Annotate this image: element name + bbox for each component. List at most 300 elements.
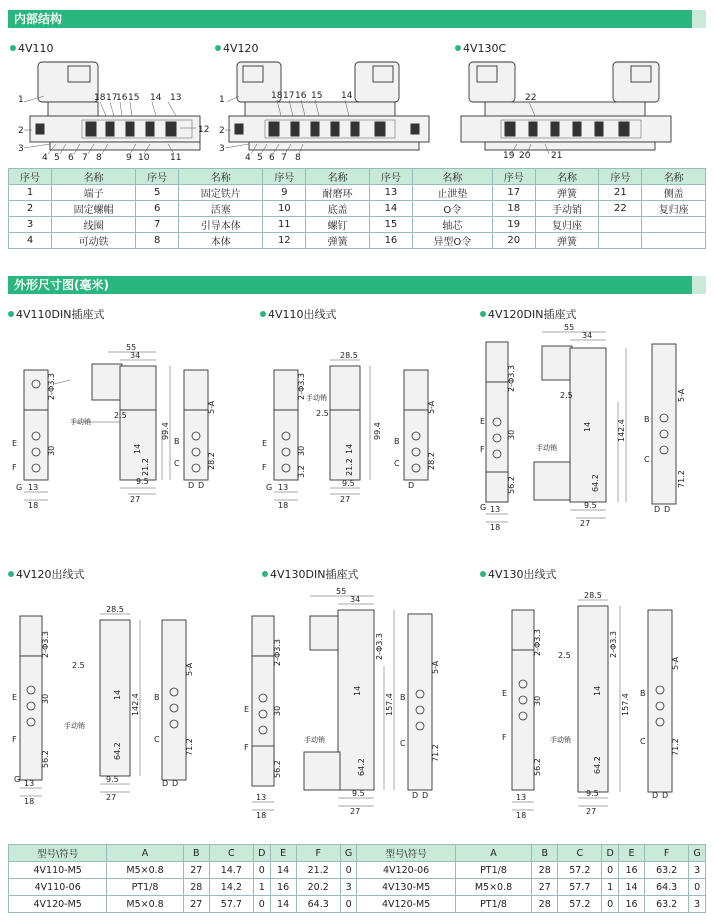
dimension-label: 34 [350,595,361,604]
table-cell: 28 [532,896,558,913]
table-cell: 4V120-M5 [9,896,107,913]
callout: 4 [42,153,48,163]
callout: 5 [54,153,60,163]
dimension-label: 157.4 [385,693,394,716]
parts-table [8,168,706,249]
table-cell: 4V120-M5 [357,896,455,913]
table-cell: 引导本体 [179,217,263,233]
table-cell: 18 [492,201,535,217]
dimension-label: D [664,505,671,514]
view-title-4v120-wire [8,566,85,582]
table-cell: 可动铁 [52,233,136,249]
dimension-label: 14 [583,421,592,432]
table-cell: 3 [689,862,706,879]
section-title-structure: 内部结构 [14,12,63,26]
dimension-label: B [154,693,160,702]
table-cell: 19 [492,217,535,233]
dimension-label: B [174,437,180,446]
dimension-label: D [412,791,419,800]
table-cell: 螺钉 [306,217,370,233]
header-cell: E [618,845,644,862]
cross-section-4v120 [215,58,445,164]
callout: 11 [170,153,182,163]
dimension-label: 13 [256,793,267,802]
cross-section-4v110 [10,58,210,164]
dimension-label: 9.5 [342,479,355,488]
dimension-label: B [394,437,400,446]
header-cell: 序号 [599,169,642,185]
table-cell: 轴芯 [412,217,492,233]
table-cell: 弹簧 [535,185,599,201]
table-cell: 端子 [52,185,136,201]
dimension-label: 9.5 [584,501,597,510]
table-cell: 16 [270,879,296,896]
dimension-label: 手动销 [306,394,327,402]
header-cell: 名称 [412,169,492,185]
callout: 14 [150,93,162,103]
header-cell: B [532,845,558,862]
dimension-label: 14 [353,685,362,696]
dimension-label: 14 [593,685,602,696]
dimension-label: 28.5 [106,605,124,614]
dimension-label: 56.2 [41,750,50,768]
structure-label-4v130c [455,42,506,55]
table-cell: 0 [253,862,270,879]
dimension-label: F [262,463,267,472]
dimension-label: 4V110DIN插座式 [16,308,105,321]
header-cell: 名称 [535,169,599,185]
table-cell: 0 [253,896,270,913]
structure-label-4v120 [215,42,259,55]
table-cell: 0 [689,879,706,896]
table-cell: 固定铁片 [179,185,263,201]
table-cell: 17 [492,185,535,201]
table-cell: 57.2 [558,862,602,879]
header-cell: 序号 [136,169,179,185]
table-row [9,201,706,217]
dimension-label: C [400,739,406,748]
dimension-label: 手动销 [536,444,557,452]
dimension-label: 55 [126,343,137,352]
callout: 7 [82,153,88,163]
dimension-label: 27 [340,495,351,504]
callout: 8 [96,153,102,163]
table-cell: 14.2 [209,879,253,896]
table-cell: 3 [9,217,52,233]
table-cell: 侧盖 [642,185,706,201]
header-cell: G [340,845,357,862]
table-row [9,233,706,249]
callout: 9 [126,153,132,163]
dimension-label: 30 [297,445,306,456]
table-row [9,862,706,879]
table-cell: 27 [532,879,558,896]
dimension-label: F [480,445,485,454]
dimension-label: 157.4 [621,693,630,716]
header-cell: A [455,845,531,862]
dimension-label: 28.5 [584,591,602,600]
table-cell: 11 [263,217,306,233]
dimension-label: 99.4 [373,422,382,440]
dimension-label: 27 [350,807,361,816]
table-cell: 15 [369,217,412,233]
dimension-label: 2-Φ3.3 [41,631,50,658]
dimension-label: 4V130C [463,42,507,55]
dimension-label: 64.2 [591,474,600,492]
table-cell: 底盖 [306,201,370,217]
table-cell: 活塞 [179,201,263,217]
callout: 4 [245,153,251,163]
callout: 16 [295,91,307,101]
dimension-label: 18 [28,501,39,510]
table-cell: 21.2 [296,862,340,879]
callout: 15 [311,91,323,101]
dimension-label: 56.2 [273,760,282,778]
header-cell: D [253,845,270,862]
table-cell: 7 [136,217,179,233]
dimension-label: B [640,689,646,698]
table-cell: 28 [183,879,209,896]
table-cell: 0 [340,896,357,913]
table-cell: 8 [136,233,179,249]
dimension-label: 28.2 [207,452,216,470]
header-cell: 序号 [9,169,52,185]
dimension-label: D [422,791,429,800]
table-cell [599,217,642,233]
dimension-label: 13 [24,779,35,788]
parts-table-header [9,169,706,185]
callout: 12 [198,125,210,135]
dimension-label: 64.2 [357,758,366,776]
callout: 20 [519,151,531,161]
header-cell: 名称 [179,169,263,185]
table-cell: 14 [270,896,296,913]
dimension-label: D [662,791,669,800]
structure-label-4v110 [10,42,54,55]
header-cell: 名称 [642,169,706,185]
bullet-dot-icon [480,311,486,317]
table-cell: 14 [369,201,412,217]
table-cell: 复归座 [642,201,706,217]
dimension-label: F [12,463,17,472]
dimension-label: 4V120出线式 [16,568,85,581]
table-cell: 16 [369,233,412,249]
table-cell: 1 [9,185,52,201]
dimension-label: 14 [345,443,354,454]
header-cell: G [689,845,706,862]
callout: 6 [269,153,275,163]
dimension-label: B [644,415,650,424]
table-cell: 4V110-06 [9,879,107,896]
dimension-label: 21.2 [141,458,150,476]
header-cell: 序号 [492,169,535,185]
table-cell: 异型O令 [412,233,492,249]
dimension-label: C [394,459,400,468]
table-cell: 14 [618,879,644,896]
table-cell: PT1/8 [455,862,531,879]
table-cell: 0 [340,862,357,879]
bullet-dot-icon [260,311,266,317]
callout: 19 [503,151,515,161]
header-cell: 型号\符号 [357,845,455,862]
table-cell: PT1/8 [107,879,183,896]
dimension-label: 2.5 [560,391,573,400]
callout: 15 [128,93,140,103]
dimension-label: 30 [41,693,50,704]
bullet-dot-icon [8,311,14,317]
callout: 10 [138,153,150,163]
table-cell: 本体 [179,233,263,249]
dimension-label: G [14,775,21,784]
table-cell: 4 [9,233,52,249]
dimension-label: 4V120DIN插座式 [488,308,577,321]
view-title-4v120-din [480,306,576,322]
callout: 3 [18,144,24,154]
dimension-label: 4V130DIN插座式 [270,568,359,581]
table-cell [599,233,642,249]
table-row [9,879,706,896]
dimension-label: E [480,417,486,426]
table-cell: 57.2 [558,896,602,913]
dimension-label: F [12,735,17,744]
callout: 18 [271,91,283,101]
view-title-4v110-wire [260,306,337,322]
dimension-label: 71.2 [671,738,680,756]
view-title-4v110-din [8,306,104,322]
header-cell: E [270,845,296,862]
header-cell: B [183,845,209,862]
callout: 16 [116,93,128,103]
table-cell: 20.2 [296,879,340,896]
callout: 7 [281,153,287,163]
table-cell: 5 [136,185,179,201]
dimension-label: 13 [278,483,289,492]
dimension-label: 2.5 [558,651,571,660]
dimension-label: C [644,455,650,464]
header-cell: C [209,845,253,862]
table-cell: 0 [602,862,619,879]
table-cell: 10 [263,201,306,217]
drawing-4v110-din [10,340,240,510]
dimension-label: D [198,481,205,490]
dimension-label: 142.4 [131,693,140,716]
table-row [9,185,706,201]
dimension-label: F [502,733,507,742]
table-cell: 9 [263,185,306,201]
dimension-label: 99.4 [161,422,170,440]
dimension-label: 2-Φ3.3 [375,633,384,660]
table-cell: 2 [9,201,52,217]
dimension-label: 55 [564,323,575,332]
dimension-label: D [172,779,179,788]
table-cell: O令 [412,201,492,217]
header-cell: 序号 [369,169,412,185]
dimension-label: 56.2 [507,476,516,494]
dimension-label: 手动销 [70,418,91,426]
table-cell: 6 [136,201,179,217]
table-cell: M5×0.8 [107,896,183,913]
dimension-label: 手动销 [550,736,571,744]
callout: 17 [106,93,118,103]
table-cell: 3 [340,879,357,896]
dimension-label: 5-A [207,400,216,414]
dimension-label: B [400,693,406,702]
header-cell: 名称 [306,169,370,185]
dimension-label: C [640,737,646,746]
dimension-label: 71.2 [431,744,440,762]
dimension-table-header [9,845,706,862]
table-cell: 20 [492,233,535,249]
bullet-dot-icon [455,45,461,51]
drawing-4v120-din [480,322,710,532]
table-cell: 57.7 [558,879,602,896]
table-cell [642,233,706,249]
dimension-label: 2-Φ3.3 [609,631,618,658]
section-bar-accent [692,10,706,28]
dimension-label: E [262,439,268,448]
header-cell: A [107,845,183,862]
view-title-4v130-wire [480,566,557,582]
dimension-label: 28.2 [427,452,436,470]
bullet-dot-icon [10,45,16,51]
dimension-label: 手动销 [304,736,325,744]
bullet-dot-icon [8,571,14,577]
dimension-label: 18 [516,811,527,820]
bullet-dot-icon [480,571,486,577]
dimension-label: 27 [580,519,591,528]
dimension-label: 2.5 [72,661,85,670]
dimension-label: 56.2 [533,758,542,776]
dimension-label: 9.5 [586,789,599,798]
dimension-label: 34 [130,351,141,360]
header-cell: C [558,845,602,862]
table-cell: 14.7 [209,862,253,879]
dimension-label: D [652,791,659,800]
dimension-label: 27 [586,807,597,816]
callout: 22 [525,93,537,103]
callout: 1 [18,95,24,105]
dimension-label: 2-Φ3.3 [297,373,306,400]
dimension-label: E [502,689,508,698]
dimension-label: 13 [490,505,501,514]
table-cell: 27 [183,862,209,879]
callout: 2 [219,126,225,136]
dimension-label: 27 [106,793,117,802]
dimension-label: 2.5 [316,409,329,418]
callout: 3 [219,144,225,154]
table-cell: 4V120-06 [357,862,455,879]
dimension-label: D [654,505,661,514]
dimension-label: 71.2 [185,738,194,756]
dimension-label: F [244,743,249,752]
table-cell: 1 [253,879,270,896]
dimension-label: 13 [28,483,39,492]
dimension-label: 30 [273,705,282,716]
section-bar-accent [692,276,706,294]
dimension-label: D [408,481,415,490]
dimension-label: 18 [24,797,35,806]
dimension-table [8,844,706,913]
callout: 8 [295,153,301,163]
callout: 1 [219,95,225,105]
callout: 14 [341,91,353,101]
table-cell: 57.7 [209,896,253,913]
dimension-label: 手动销 [64,722,85,730]
table-cell: 0 [602,896,619,913]
dimension-label: 18 [278,501,289,510]
dimension-label: 30 [47,445,56,456]
table-cell: M5×0.8 [107,862,183,879]
table-cell: 63.2 [645,862,689,879]
dimension-label: 5-A [677,388,686,402]
dimension-label: 13 [516,793,527,802]
table-cell: 63.2 [645,896,689,913]
drawing-4v130-din [244,586,474,826]
dimension-label: 14 [113,689,122,700]
callout: 6 [68,153,74,163]
dimension-label: C [174,459,180,468]
dimension-label: 18 [256,811,267,820]
dimension-label: E [244,705,250,714]
header-cell: D [602,845,619,862]
table-cell: 64.3 [296,896,340,913]
dimension-label: 9.5 [136,477,149,486]
section-header-dimensions [8,276,706,294]
dimension-label: C [154,735,160,744]
callout: 18 [94,93,106,103]
header-cell: F [296,845,340,862]
dimension-label: G [480,503,487,512]
dimension-label: 30 [507,429,516,440]
dimension-label: 2-Φ3.3 [47,373,56,400]
table-cell: 弹簧 [535,233,599,249]
section-header-structure [8,10,706,28]
table-cell: 16 [618,896,644,913]
dimension-label: 21.2 [345,458,354,476]
table-cell: 64.3 [645,879,689,896]
table-cell: 4V130-M5 [357,879,455,896]
bullet-dot-icon [262,571,268,577]
dimension-label: 3.2 [297,465,306,478]
dimension-label: 55 [336,587,347,596]
dimension-label: G [16,483,23,492]
dimension-label: 5-A [185,662,194,676]
table-cell: 16 [618,862,644,879]
table-cell [642,217,706,233]
dimension-label: 4V130出线式 [488,568,557,581]
table-cell: 3 [689,896,706,913]
header-cell: F [645,845,689,862]
table-cell: 耐磨环 [306,185,370,201]
table-cell: 止泄垫 [412,185,492,201]
dimension-label: 142.4 [617,419,626,442]
callout: 13 [170,93,182,103]
dimension-label: D [162,779,169,788]
callout: 5 [257,153,263,163]
drawing-4v110-wire [260,340,460,510]
header-cell: 名称 [52,169,136,185]
dimension-label: 5-A [427,400,436,414]
table-cell: 12 [263,233,306,249]
table-cell: M5×0.8 [455,879,531,896]
table-cell: 13 [369,185,412,201]
dimension-label: 28.5 [340,351,358,360]
dimension-label: 9.5 [352,789,365,798]
dimension-label: 34 [582,331,593,340]
dimension-label: 4V120 [223,42,259,55]
dimension-label: 2.5 [114,411,127,420]
dimension-label: 64.2 [113,742,122,760]
